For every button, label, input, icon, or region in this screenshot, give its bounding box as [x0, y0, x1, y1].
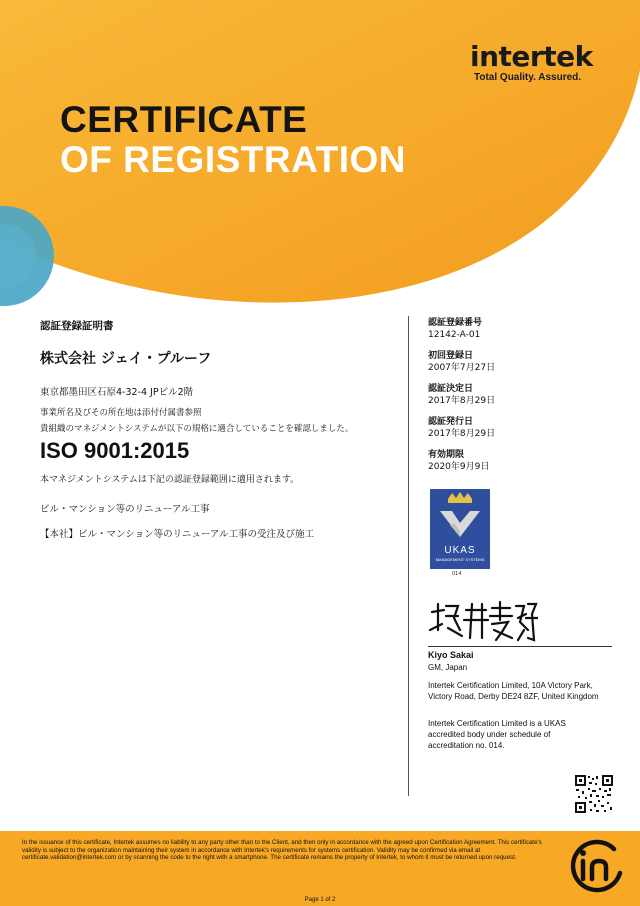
logo-tagline: Total Quality. Assured. — [474, 72, 582, 83]
handwritten-signature-icon — [428, 600, 538, 644]
qr-code-icon[interactable] — [574, 774, 614, 814]
column-divider — [408, 316, 409, 796]
footer-band — [0, 831, 640, 906]
company-address: 東京都墨田区石原4-32-4 JPビル2階 — [40, 387, 194, 398]
signatory-title: GM, Japan — [428, 663, 468, 672]
conformity-statement: 貴組織のマネジメントシステムが以下の規格に適合していることを確認しました。 — [40, 424, 354, 434]
intertek-logo — [470, 42, 593, 83]
signature-line — [428, 646, 612, 647]
signature — [428, 600, 538, 648]
signatory-name: Kiyo Sakai — [428, 650, 474, 660]
heading-jp: 認証登録証明書 — [40, 320, 114, 332]
scope-line-1: ビル・マンション等のリニューアル工事 — [40, 504, 210, 515]
ukas-crown-check-icon — [430, 489, 490, 569]
accreditation-statement: Intertek Certification Limited is a UKAS accredited body under schedule of accreditation no. 014. — [428, 719, 566, 750]
logo-wordmark: intertek — [470, 40, 593, 73]
decision-date: 2017年8月29日 — [428, 396, 496, 406]
initial-date: 2007年7月27日 — [428, 363, 496, 373]
intertek-in-icon — [566, 837, 626, 897]
expiry-date-label: 有効期限 — [428, 450, 465, 460]
company-name: 株式会社 ジェイ・プルーフ — [40, 351, 212, 367]
initial-date-label: 初回登録日 — [428, 351, 474, 361]
ukas-name: UKAS — [444, 545, 476, 556]
scope-intro: 本マネジメントシステムは下記の認証登録範囲に適用されます。 — [40, 475, 300, 485]
page-number: Page 1 of 2 — [304, 897, 336, 903]
ukas-sub: MANAGEMENT SYSTEMS — [435, 557, 485, 562]
expiry-date: 2020年9月9日 — [428, 462, 490, 472]
iso-standard: ISO 9001:2015 — [40, 438, 190, 463]
sites-note: 事業所名及びその所在地は添付付属書参照 — [40, 408, 202, 418]
issue-date: 2017年8月29日 — [428, 429, 496, 439]
decision-date-label: 認証決定日 — [428, 384, 474, 394]
scope-line-2: 【本社】ビル・マンション等のリニューアル工事の受注及び施工 — [40, 529, 315, 540]
title-certificate: CERTIFICATE — [60, 99, 308, 140]
issuer-address: Intertek Certification Limited, 10A Victory Park, Victory Road, Derby DE24 8ZF, United Kingdom — [428, 681, 599, 701]
issue-date-label: 認証発行日 — [428, 417, 474, 427]
cert-number-label: 認証登録番号 — [428, 318, 483, 328]
footer-disclaimer: In the issuance of this certificate, Intertek assumes no liability to any party other than to the Client, and then only in accordance with the agreed upon Certification Agreement. This certificate's validity is subject to the organization maintaining their system in accordance with Intertek's requirements for systems certification. Validity may be confirmed via email at certificate.validation@intertek.com or by scanning the code to the right with a smartphone. The certificate remains the property of Intertek, to whom it must be returned upon request. — [22, 839, 542, 862]
ukas-mark — [430, 489, 490, 569]
ukas-number: 014 — [452, 571, 462, 577]
title-of-registration: OF REGISTRATION — [60, 139, 406, 180]
cert-number: 12142-A-01 — [428, 330, 481, 340]
